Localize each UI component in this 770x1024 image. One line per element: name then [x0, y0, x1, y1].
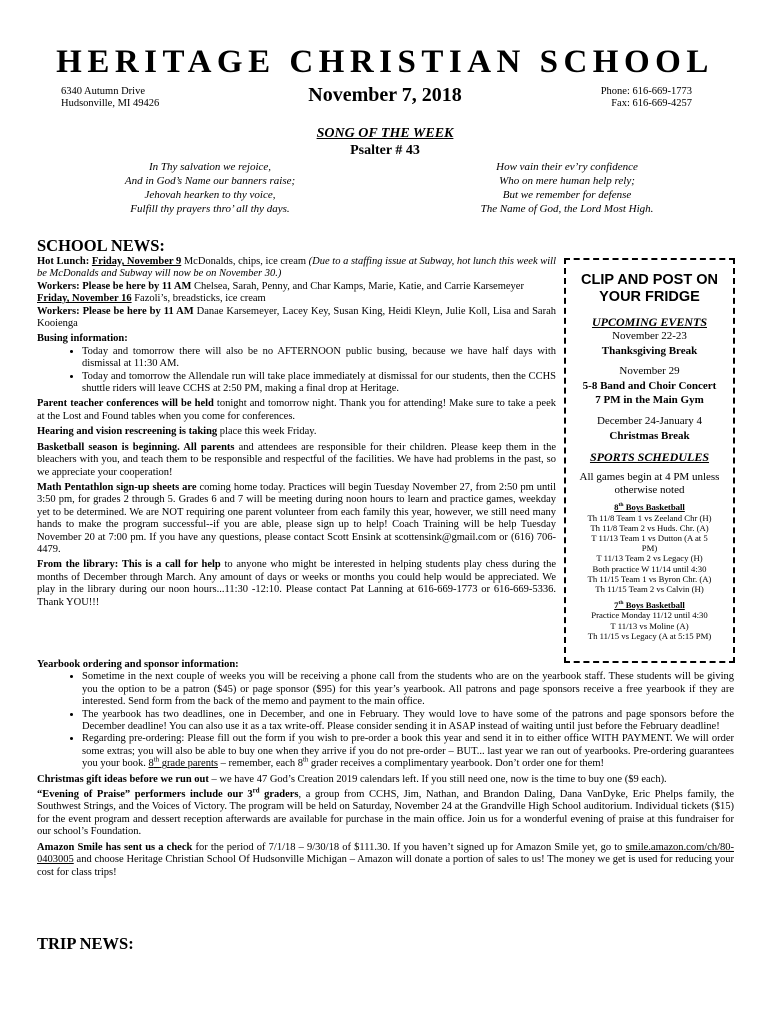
address-line-2: Hudsonville, MI 49426 [61, 98, 160, 109]
list-item: • The yearbook has two deadlines, one in December, and one in February. They would love to have some of the patrons and page sponsors before the December deadline! You can also use it as a tax write-off. Please consider sending it in ASAP instead of waiting until just before the February deadline! [82, 709, 734, 734]
upcoming-events-heading: UPCOMING EVENTS [591, 315, 708, 329]
sports-schedules-heading: SPORTS SCHEDULES [589, 450, 710, 465]
hot-lunch-2: Friday, November 16 Fazoli’s, breadsticks, ice cream [37, 293, 266, 305]
game-line: T 11/13 Team 1 vs Dutton (A at 5 [591, 532, 708, 543]
event-title: Christmas Break [609, 429, 690, 442]
hearing-item: Hearing and vision rescreening is taking place this week Friday. [37, 426, 317, 438]
game-line: PM) [641, 543, 658, 554]
verse-line: Who on mere human help rely; [499, 175, 635, 187]
trip-news-heading: TRIP NEWS: [37, 934, 134, 953]
verse-line: How vain their ev’ry confidence [496, 161, 638, 173]
school-news-heading: SCHOOL NEWS: [37, 236, 165, 255]
event-title: 5-8 Band and Choir Concert [582, 379, 717, 392]
busing-label: Busing information: [37, 333, 128, 345]
conferences-item: Parent teacher conferences will be held tonight and tomorrow night. Thank you for attending! Make sure to take a peek at the Lost and Found tables when you come for conferences. [37, 398, 556, 422]
workers-1: Workers: Please be here by 11 AM Chelsea, Sarah, Penny, and Char Kamps, Marie, Katie, and Carrie Karsemeyer [37, 280, 524, 292]
verse-line: The Name of God, the Lord Most High. [480, 203, 654, 215]
event-title: Thanksgiving Break [601, 344, 698, 357]
verse-line: Jehovah hearken to thy voice, [144, 189, 276, 201]
game-line: Practice Monday 11/12 until 4:30 [591, 610, 708, 621]
amazon-item: Amazon Smile has sent us a check for the period of 7/1/18 – 9/30/18 of $111.30. If you haven’t signed up for Amazon Smile yet, go to smile.amazon.com/ch/80-0403005 and choose Heritage Christian School Of Hudsonville Michigan – Amazon will donate a portion of sales to us! The money we get is used for reducing your cost for class trips! [37, 841, 734, 878]
game-line: Both practice W 11/14 until 4:30 [592, 563, 707, 574]
verse-left [100, 160, 320, 216]
sports-note: otherwise noted [614, 483, 685, 496]
address-line-1: 6340 Autumn Drive [61, 86, 145, 97]
boys-8th-heading: 8th Boys Basketball [614, 502, 685, 513]
boys-7th-heading: 7th Boys Basketball [614, 600, 685, 611]
fax-number: Fax: 616-669-4257 [611, 98, 692, 109]
event-date: November 29 [619, 365, 680, 378]
verse-line: But we remember for defense [502, 189, 632, 201]
game-line: Th 11/15 Team 2 vs Calvin (H) [595, 583, 704, 594]
event-title: 7 PM in the Main Gym [595, 394, 704, 407]
verse-line: Fulfill thy prayers thro’ all thy days. [130, 203, 290, 215]
yearbook-list [37, 671, 734, 770]
verse-line: And in God’s Name our banners raise; [124, 175, 296, 187]
game-line: Th 11/15 Team 1 vs Byron Chr. (A) [587, 573, 712, 584]
list-item: • Regarding pre-ordering: Please fill out the form if you wish to pre-order a book this year and send it in to either office WITH PAYMENT. We will order some extras; you will also be able to buy one when they arrive if you do not pre-order – BUT... last year we ran out of yearbooks. Pre-ordering guarantees you your book. 8th grade parents – remember, each 8th grader receives a complimentary yearbook. Don’t order one for them! [82, 733, 734, 770]
newsletter-date: November 7, 2018 [308, 84, 462, 106]
list-item: • Sometime in the next couple of weeks you will be receiving a phone call from the students who are on the yearbook staff. These students will be giving you the option to be a patron ($45) or page sponsor ($95) for this year’s yearbook. All patrons and page sponsors receive a free yearbook if they are interested. Send form from the back of the memo and payment to the main office. [82, 671, 734, 708]
verse-right [462, 160, 672, 216]
phone-number: Phone: 616-669-1773 [600, 86, 692, 97]
praise-item: “Evening of Praise” performers include our 3rd graders, a group from CCHS, Jim, Nathan, and Brandon Daling, Dana VanDyke, Eric Phelps family, the Southwest Strings, and the Voices of Victory. The program will be held on Saturday, November 24 at the Grandville High School auditorium. Individual tickets ($15) for the event program and dessert reception afterwards are available for purchase in the main office. Join us for a wonderful evening of praise at this fundraiser for our school’s Foundation. [37, 787, 734, 838]
amazon-smile-link[interactable]: smile.amazon.com/ch/80-0403005 [37, 841, 734, 866]
game-line: Th 11/8 Team 2 vs Huds. Chr. (A) [590, 522, 709, 533]
game-line: T 11/13 vs Moline (A) [610, 620, 689, 631]
christmas-item: Christmas gift ideas before we run out – we have 47 God’s Creation 2019 calendars left. If you still need one, now is the time to buy one ($9 each). [37, 773, 667, 785]
list-item: • Today and tomorrow there will also be no AFTERNOON public busing, because we have half days with dismissal at 11:30 AM. [82, 346, 556, 371]
basketball-item: Basketball season is beginning. All parents and attendees are responsible for their children. Please keep them in the bleachers with you, and teach them to be responsible and respectful of the facilities. We have had problems in the past, so we appreciate your cooperation! [37, 441, 556, 478]
list-item: • Today and tomorrow the Allendale run will take place immediately at dismissal for our students, then the CCHS shuttle riders will leave CCHS at 2:50 PM, making a final drop at Heritage. [82, 371, 556, 396]
game-line: Th 11/15 vs Legacy (A at 5:15 PM) [587, 630, 712, 641]
yearbook-label: Yearbook ordering and sponsor information: [37, 659, 239, 670]
clip-and-post-box [564, 258, 735, 663]
game-line: T 11/13 Team 2 vs Legacy (H) [596, 553, 703, 564]
library-item: From the library: This is a call for help to anyone who might be interested in helping students play chess during the months of December through March. Any amount of days or weeks or months you could help would be appreciated. We play in the library during our noon hours...11:30 -12:10. Please contact Pat Lanning at 616-669-1773 or 616-669-5336. Thank YOU!!! [37, 559, 556, 608]
clip-heading: CLIP AND POST ON YOUR FRIDGE [581, 272, 718, 305]
song-heading: SONG OF THE WEEK [316, 126, 454, 141]
sports-note: All games begin at 4 PM unless [579, 471, 720, 484]
school-contact [601, 86, 692, 110]
event-date: November 22-23 [612, 330, 687, 342]
event-date: December 24-January 4 [596, 414, 703, 427]
school-name: HERITAGE CHRISTIAN SCHOOL [56, 44, 714, 80]
workers-2: Workers: Please be here by 11 AM Danae Karsemeyer, Lacey Key, Susan King, Heidi Kleyn, Julie Koll, Lisa and Sarah Kooienga [37, 305, 556, 330]
math-item: Math Pentathlon sign-up sheets are coming home today. Practices will begin Tuesday November 27, from 2:50 pm until 3:50 pm, for grades 2 through 5. Grades 6 and 7 will be meeting during noon hours to learn and practice games, weekday yet to be determined. We are NOT requiring one parent volunteer from each family this year, however, we still need many hands to make the program successful--if you are able, please sign up to help! Coach Training will be help Tuesday November 20 at 7:00 pm. If you have any questions, please contact Scott Ensink at scottensink@gmail.com or (616) 706-4479. [37, 481, 556, 555]
verse-line: In Thy salvation we rejoice, [148, 161, 272, 173]
game-line: Th 11/8 Team 1 vs Zeeland Chr (H) [587, 512, 712, 523]
news-fullwidth [37, 659, 734, 879]
hot-lunch-1: Hot Lunch: Friday, November 9 McDonalds, chips, ice cream (Due to a staffing issue at Subway, hot lunch this week will be McDonalds and Subway will now be on November 30.) [37, 256, 557, 280]
news-column [37, 256, 556, 609]
psalter-number: Psalter # 43 [350, 143, 420, 158]
busing-list [37, 346, 556, 396]
